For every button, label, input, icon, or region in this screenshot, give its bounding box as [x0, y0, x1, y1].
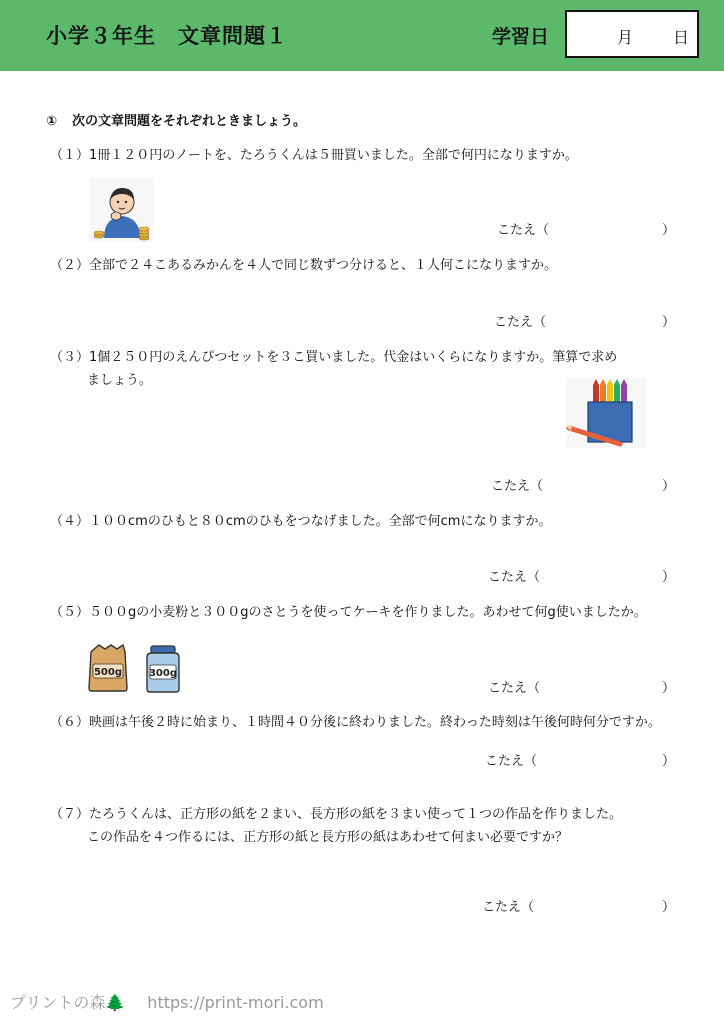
question-text: １００cmのひもと８０cmのひもをつなげました。全部で何cmになりますか。	[89, 514, 552, 529]
answer-2-close: ）	[662, 315, 676, 330]
answer-6-close: ）	[662, 754, 676, 769]
answer-7	[482, 896, 534, 915]
month-label: 月	[617, 28, 634, 47]
question-text: 映画は午後２時に始まり、１時間４０分後に終わりました。終わった時刻は午後何時何分ですか。	[89, 715, 661, 730]
question-number: （１）	[50, 148, 90, 163]
boy-coins-illustration	[90, 178, 154, 242]
question-text-line2: この作品を４つ作るには、正方形の紙と長方形の紙はあわせて何まい必要ですか？	[87, 830, 569, 845]
answer-label: こたえ（	[497, 223, 550, 238]
question-text-line2: ましょう。	[87, 373, 153, 388]
question-3	[50, 346, 617, 392]
question-number: （３）	[50, 350, 90, 365]
question-number: （６）	[50, 715, 90, 730]
answer-label: こたえ（	[488, 570, 541, 585]
question-4	[50, 510, 551, 533]
question-text: たろうくんは、正方形の紙を２まい、長方形の紙を３まい使って１つの作品を作りました。	[89, 807, 623, 822]
question-number: （２）	[50, 258, 90, 273]
question-number: （４）	[50, 514, 90, 529]
answer-6	[485, 750, 537, 769]
answer-3	[491, 475, 543, 494]
question-number: （７）	[50, 807, 90, 822]
flour-bag-illustration	[87, 644, 129, 692]
answer-3-close: ）	[662, 479, 676, 494]
question-text: ５００gの小麦粉と３００gのさとうを使ってケーキを作りました。あわせて何g使いましたか。	[89, 605, 647, 620]
instruction-number: ①	[46, 114, 58, 129]
question-number: （５）	[50, 605, 90, 620]
answer-label: こたえ（	[482, 900, 535, 915]
question-text: 全部で２４こあるみかんを４人で同じ数ずつ分けると、１人何こになりますか。	[89, 258, 558, 273]
day-label: 日	[673, 28, 690, 47]
question-7	[50, 803, 622, 849]
answer-4-close: ）	[662, 570, 676, 585]
question-5	[50, 601, 647, 624]
sugar-label: 300g	[148, 668, 178, 679]
answer-label: こたえ（	[491, 479, 544, 494]
instruction	[46, 110, 306, 129]
question-text: 1冊１２０円のノートを、たろうくんは５冊買いました。全部で何円になりますか。	[89, 148, 578, 163]
page-title: 小学３年生 文章問題１	[46, 24, 288, 48]
answer-1	[497, 219, 549, 238]
answer-1-close: ）	[662, 223, 676, 238]
footer	[10, 990, 324, 1013]
colored-pencils-illustration	[566, 378, 646, 448]
header-bar	[0, 0, 724, 71]
answer-label: こたえ（	[485, 754, 538, 769]
answer-5-close: ）	[662, 681, 676, 696]
question-6	[50, 711, 661, 734]
footer-brand: プリントの森🌲	[10, 993, 126, 1012]
question-2	[50, 254, 557, 277]
answer-label: こたえ（	[494, 315, 547, 330]
answer-2	[494, 311, 546, 330]
answer-label: こたえ（	[488, 681, 541, 696]
answer-7-close: ）	[662, 900, 676, 915]
question-1	[50, 144, 578, 167]
date-label: 学習日	[492, 26, 550, 48]
flour-label: 500g	[93, 667, 123, 678]
answer-4	[488, 566, 540, 585]
question-text: 1個２５０円のえんぴつセットを３こ買いました。代金はいくらになりますか。筆算で求め	[89, 350, 618, 365]
date-box	[565, 10, 699, 58]
answer-5	[488, 677, 540, 696]
instruction-text: 次の文章問題をそれぞれときましょう。	[72, 114, 307, 129]
footer-url[interactable]: https://print-mori.com	[147, 993, 324, 1012]
sugar-jar-illustration	[142, 645, 184, 693]
